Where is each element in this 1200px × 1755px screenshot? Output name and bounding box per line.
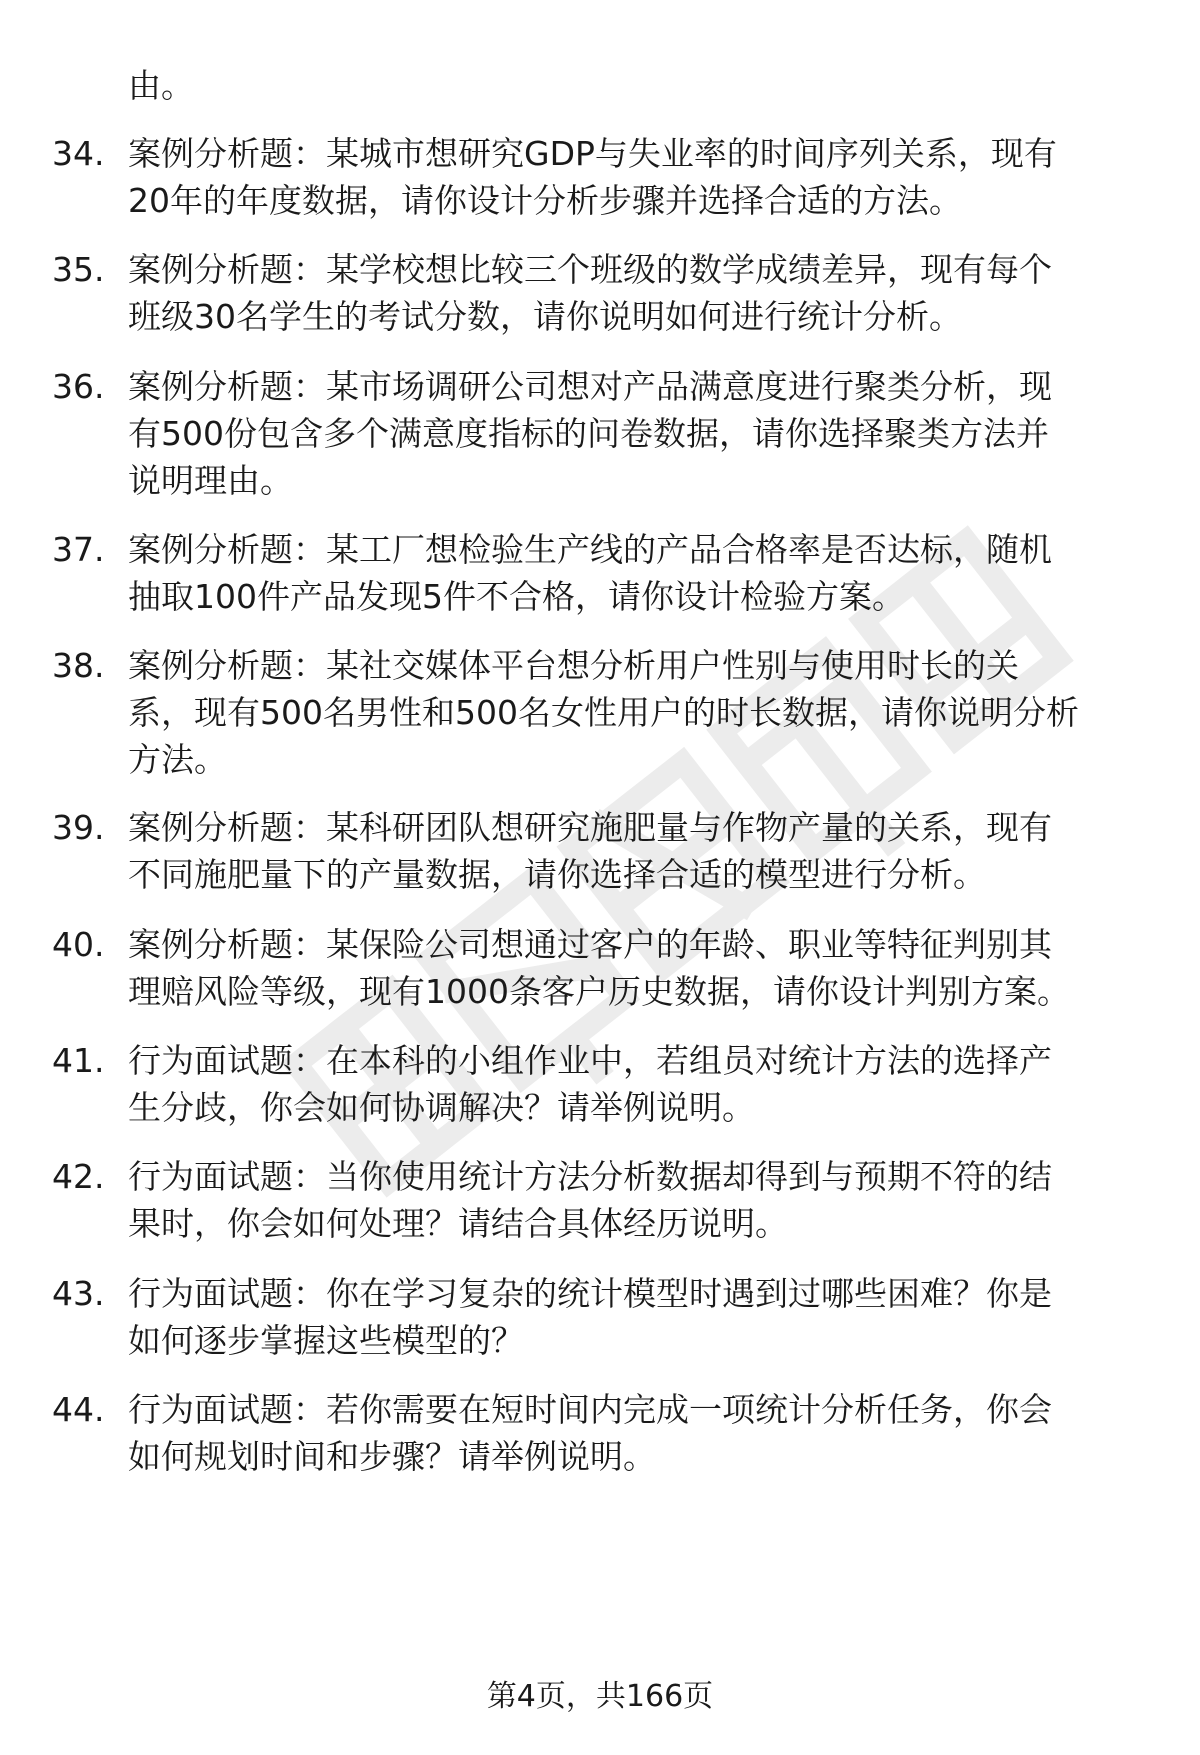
question-line: 20年的年度数据，请你设计分析步骤并选择合适的方法。 [128, 181, 962, 220]
question-line: 案例分析题：某市场调研公司想对产品满意度进行聚类分析，现 [128, 367, 1052, 406]
question-text [128, 246, 1158, 340]
question-number: 43. [52, 1274, 105, 1313]
question-number: 34. [52, 134, 105, 173]
question-number: 36. [52, 367, 105, 406]
question-line: 抽取100件产品发现5件不合格，请你设计检验方案。 [128, 577, 905, 616]
question-line: 案例分析题：某城市想研究GDP与失业率的时间序列关系，现有 [128, 134, 1057, 173]
question-line: 行为面试题：当你使用统计方法分析数据却得到与预期不符的结 [128, 1157, 1052, 1196]
question-text [128, 526, 1158, 620]
question-text [128, 642, 1158, 783]
question-number: 42. [52, 1157, 105, 1196]
question-line: 有500份包含多个满意度指标的问卷数据，请你选择聚类方法并 [128, 414, 1049, 453]
question-line: 生分歧，你会如何协调解决？请举例说明。 [128, 1088, 755, 1127]
question-text [128, 1153, 1158, 1247]
question-line: 不同施肥量下的产量数据，请你选择合适的模型进行分析。 [128, 855, 986, 894]
question-line: 行为面试题：若你需要在短时间内完成一项统计分析任务，你会 [128, 1390, 1052, 1429]
question-text [128, 130, 1158, 224]
question-text [128, 804, 1158, 898]
question-line: 行为面试题：在本科的小组作业中，若组员对统计方法的选择产 [128, 1041, 1052, 1080]
question-number: 44. [52, 1390, 105, 1429]
question-line: 班级30名学生的考试分数，请你说明如何进行统计分析。 [128, 297, 962, 336]
question-line: 理赔风险等级，现有1000条客户历史数据，请你设计判别方案。 [128, 972, 1070, 1011]
question-text [128, 921, 1158, 1015]
question-line: 案例分析题：某社交媒体平台想分析用户性别与使用时长的关 [128, 646, 1019, 685]
question-number: 40. [52, 925, 105, 964]
question-number: 37. [52, 530, 105, 569]
question-number: 39. [52, 808, 105, 847]
question-text [128, 363, 1158, 504]
question-line: 案例分析题：某工厂想检验生产线的产品合格率是否达标，随机 [128, 530, 1052, 569]
page-footer: 第4页，共166页 [486, 1679, 714, 1714]
question-line: 说明理由。 [128, 461, 293, 500]
question-line: 行为面试题：你在学习复杂的统计模型时遇到过哪些困难？你是 [128, 1274, 1052, 1313]
question-line: 果时，你会如何处理？请结合具体经历说明。 [128, 1204, 788, 1243]
question-text [128, 1270, 1158, 1364]
question-number: 41. [52, 1041, 105, 1080]
question-text [128, 1386, 1158, 1480]
question-line: 案例分析题：某科研团队想研究施肥量与作物产量的关系，现有 [128, 808, 1052, 847]
question-text [128, 1037, 1158, 1131]
continuation-text: 由。 [128, 66, 194, 105]
question-line: 如何规划时间和步骤？请举例说明。 [128, 1437, 656, 1476]
question-line: 如何逐步掌握这些模型的？ [128, 1321, 524, 1360]
question-line: 案例分析题：某保险公司想通过客户的年龄、职业等特征判别其 [128, 925, 1052, 964]
question-number: 38. [52, 646, 105, 685]
question-line: 方法。 [128, 740, 227, 779]
question-line: 系，现有500名男性和500名女性用户的时长数据，请你说明分析 [128, 693, 1079, 732]
question-number: 35. [52, 250, 105, 289]
question-line: 案例分析题：某学校想比较三个班级的数学成绩差异，现有每个 [128, 250, 1052, 289]
